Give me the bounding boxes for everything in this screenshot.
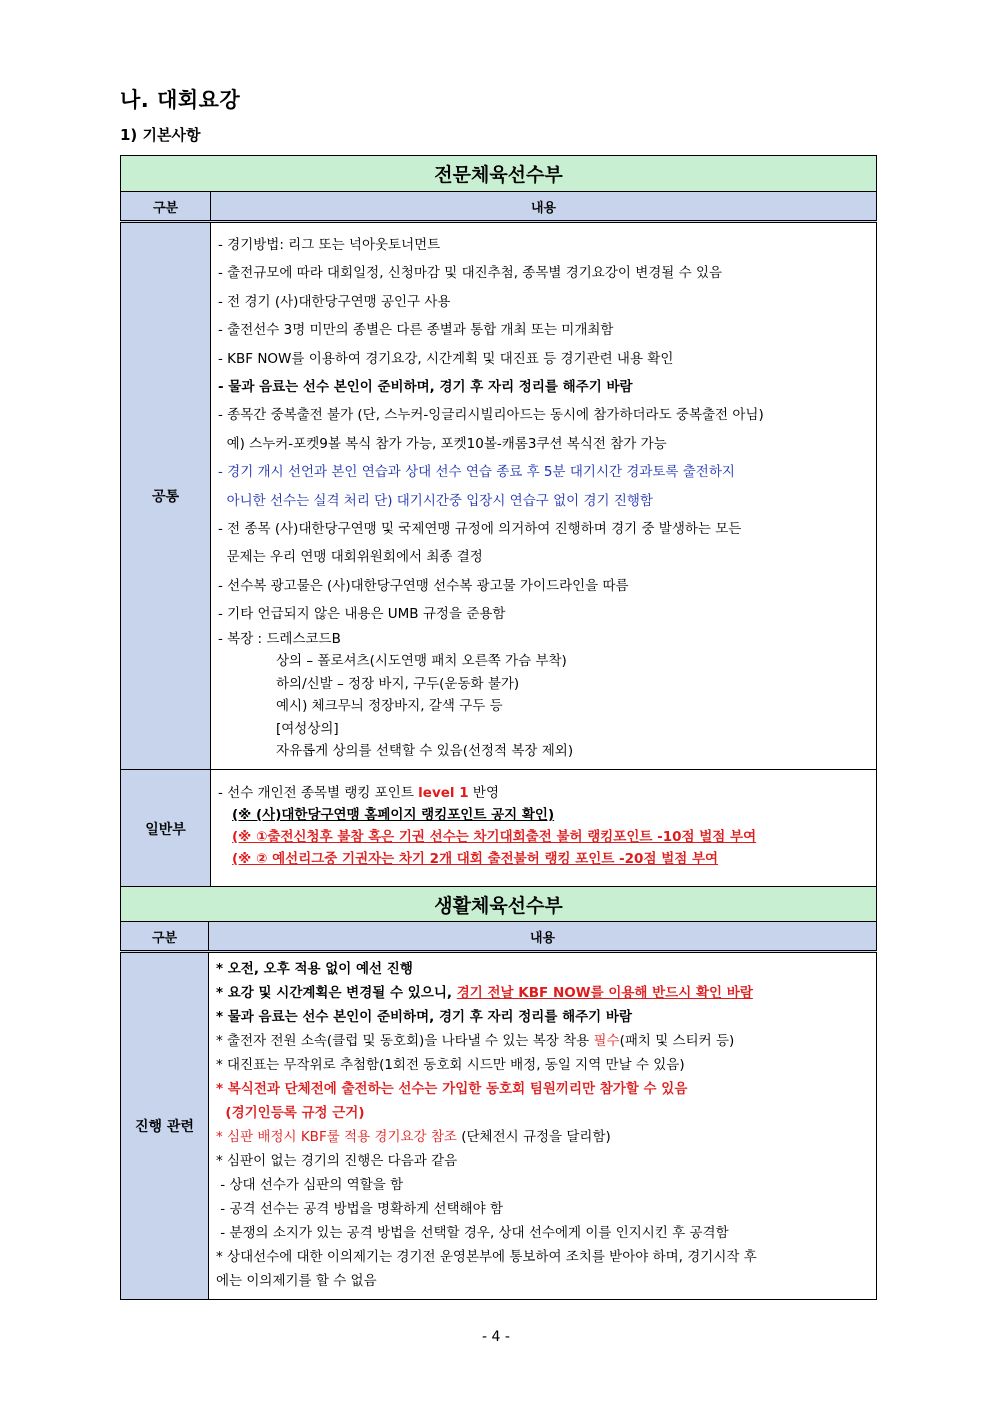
rule-line-bold: - 물과 음료는 선수 본인이 준비하며, 경기 후 자리 정리를 해주기 바람 xyxy=(218,378,633,395)
rule-line-bold xyxy=(216,981,876,1005)
rule-line-bold: * 오전, 오후 적용 없이 예선 진행 xyxy=(216,961,413,977)
dress-code-line: [여성상의] xyxy=(276,720,339,737)
rule-line: - 분쟁의 소지가 있는 공격 방법을 선택할 경우, 상대 선수에게 이를 인지시킨 후 공격함 xyxy=(216,1225,729,1241)
professional-division-title: 전문체육선수부 xyxy=(121,156,877,192)
ranking-point-line xyxy=(218,782,876,804)
referee-rule-suffix: (단체전시 규정을 달리함) xyxy=(456,1129,611,1145)
uniform-text: * 출전자 전원 소속(클럽 및 동호회)을 나타낼 수 있는 복장 착용 xyxy=(216,1033,594,1049)
dress-code-line: 예시) 체크무늬 정장바지, 갈색 구두 등 xyxy=(276,698,503,715)
uniform-suffix: (패치 및 스티커 등) xyxy=(619,1033,735,1049)
rule-line: - 전 경기 (사)대한당구연맹 공인구 사용 xyxy=(218,293,451,310)
dress-code-title: - 복장 : 드레스코드B xyxy=(218,631,341,648)
rule-line: 에는 이의제기를 할 수 없음 xyxy=(216,1273,377,1289)
rule-line-red: * 복식전과 단체전에 출전하는 선수는 가입한 동호회 팀원끼리만 참가할 수 있음 xyxy=(216,1081,688,1097)
rule-line: * 상대선수에 대한 이의제기는 경기전 운영본부에 통보하여 조치를 받아야 하며, 경기시작 후 xyxy=(216,1249,757,1265)
common-category-label: 공통 xyxy=(121,222,211,770)
rule-line-blue: - 경기 개시 선언과 본인 연습과 상대 선수 연습 종료 후 5분 대기시간 경과토록 출전하지 xyxy=(218,464,735,481)
rule-line: - 기타 언급되지 않은 내용은 UMB 규정을 준용함 xyxy=(218,606,506,623)
penalty-line-2: (※ ② 예선리그중 기권자는 차기 2개 대회 출전불허 랭킹 포인트 -20점 벌점 부여 xyxy=(232,851,719,867)
referee-rule-text: * 심판 배정시 KBF룰 적용 경기요강 참조 xyxy=(216,1129,457,1145)
dress-code-line: 하의/신발 – 정장 바지, 구두(운동화 불가) xyxy=(276,675,520,692)
rule-line: - 선수복 광고물은 (사)대한당구연맹 선수복 광고물 가이드라인을 따름 xyxy=(218,577,629,594)
amateur-division-table xyxy=(120,886,877,1300)
rule-line: 문제는 우리 연맹 대회위원회에서 최종 결정 xyxy=(218,549,483,566)
rule-line: - 전 종목 (사)대한당구연맹 및 국제연맹 규정에 의거하여 진행하며 경기 중 발생하는 모든 xyxy=(218,520,742,537)
rule-line: - 출전규모에 따라 대회일정, 신청마감 및 대진추첨, 종목별 경기요강이 변경될 수 있음 xyxy=(218,265,723,282)
category-header: 구분 xyxy=(121,192,211,222)
content-header: 내용 xyxy=(211,192,877,222)
rule-line: - KBF NOW를 이용하여 경기요강, 시간계획 및 대진표 등 경기관련 내용 확인 xyxy=(218,350,674,367)
rule-line: - 출전선수 3명 미만의 종별은 다른 종별과 통합 개최 또는 미개최함 xyxy=(218,322,614,339)
rule-line xyxy=(216,1125,876,1149)
rule-line: - 상대 선수가 심판의 역할을 함 xyxy=(216,1177,404,1193)
rule-line: * 대진표는 무작위로 추첨함(1회전 동호회 시드만 배정, 동일 지역 만날 수 있음) xyxy=(216,1057,685,1073)
subsection-heading: 1) 기본사항 xyxy=(120,126,201,144)
page-number: - 4 - xyxy=(482,1329,510,1345)
dress-code-line: 자유롭게 상의를 선택할 수 있음(선정적 복장 제외) xyxy=(276,743,574,760)
common-rules-content xyxy=(211,222,877,770)
general-rules-content xyxy=(211,770,877,889)
general-category-label: 일반부 xyxy=(121,770,211,889)
rule-line-bold: * 물과 음료는 선수 본인이 준비하며, 경기 후 자리 정리를 해주기 바람 xyxy=(216,1009,632,1025)
section-heading: 나. 대회요강 xyxy=(120,88,241,112)
progress-category-label: 진행 관련 xyxy=(121,952,209,1300)
amateur-division-title: 생활체육선수부 xyxy=(121,887,877,922)
ranking-point-text: - 선수 개인전 종목별 랭킹 포인트 xyxy=(218,785,419,801)
rule-line-blue: 아니한 선수는 실격 처리 단) 대기시간중 입장시 연습구 없이 경기 진행함 xyxy=(218,492,653,509)
dress-code-line: 상의 – 폴로셔츠(시도연맹 패치 오른쪽 가슴 부착) xyxy=(276,653,567,670)
schedule-change-text: * 요강 및 시간계획은 변경될 수 있으니, xyxy=(216,985,457,1001)
ranking-level: level 1 xyxy=(418,785,469,801)
rule-line: - 경기방법: 리그 또는 넉아웃토너먼트 xyxy=(218,237,441,253)
kbf-now-check-text: 경기 전날 KBF NOW를 이용해 반드시 확인 바람 xyxy=(456,985,753,1001)
rule-line-red: (경기인등록 규정 근거) xyxy=(216,1105,365,1121)
rule-line: * 심판이 없는 경기의 진행은 다음과 같음 xyxy=(216,1153,458,1169)
rule-line xyxy=(216,1029,876,1053)
required-text: 필수 xyxy=(593,1033,620,1049)
rule-line: - 종목간 중복출전 불가 (단, 스누커-잉글리시빌리아드는 동시에 참가하더라도 중복출전 아님) xyxy=(218,407,764,424)
ranking-point-suffix: 반영 xyxy=(468,785,499,801)
ranking-notice-line: (※ (사)대한당구연맹 홈페이지 랭킹포인트 공지 확인) xyxy=(232,807,555,823)
rule-line: - 공격 선수는 공격 방법을 명확하게 선택해야 함 xyxy=(216,1201,503,1217)
professional-division-table xyxy=(120,155,877,889)
content-header: 내용 xyxy=(209,922,877,952)
rule-line: 예) 스누커-포켓9볼 복식 참가 가능, 포켓10볼-캐롬3쿠션 복식전 참가 가능 xyxy=(218,435,667,452)
category-header: 구분 xyxy=(121,922,209,952)
progress-rules-content xyxy=(209,952,877,1300)
penalty-line-1: (※ ①출전신청후 불참 혹은 기권 선수는 차기대회출전 불허 랭킹포인트 -10점 벌점 부여 xyxy=(232,829,757,845)
